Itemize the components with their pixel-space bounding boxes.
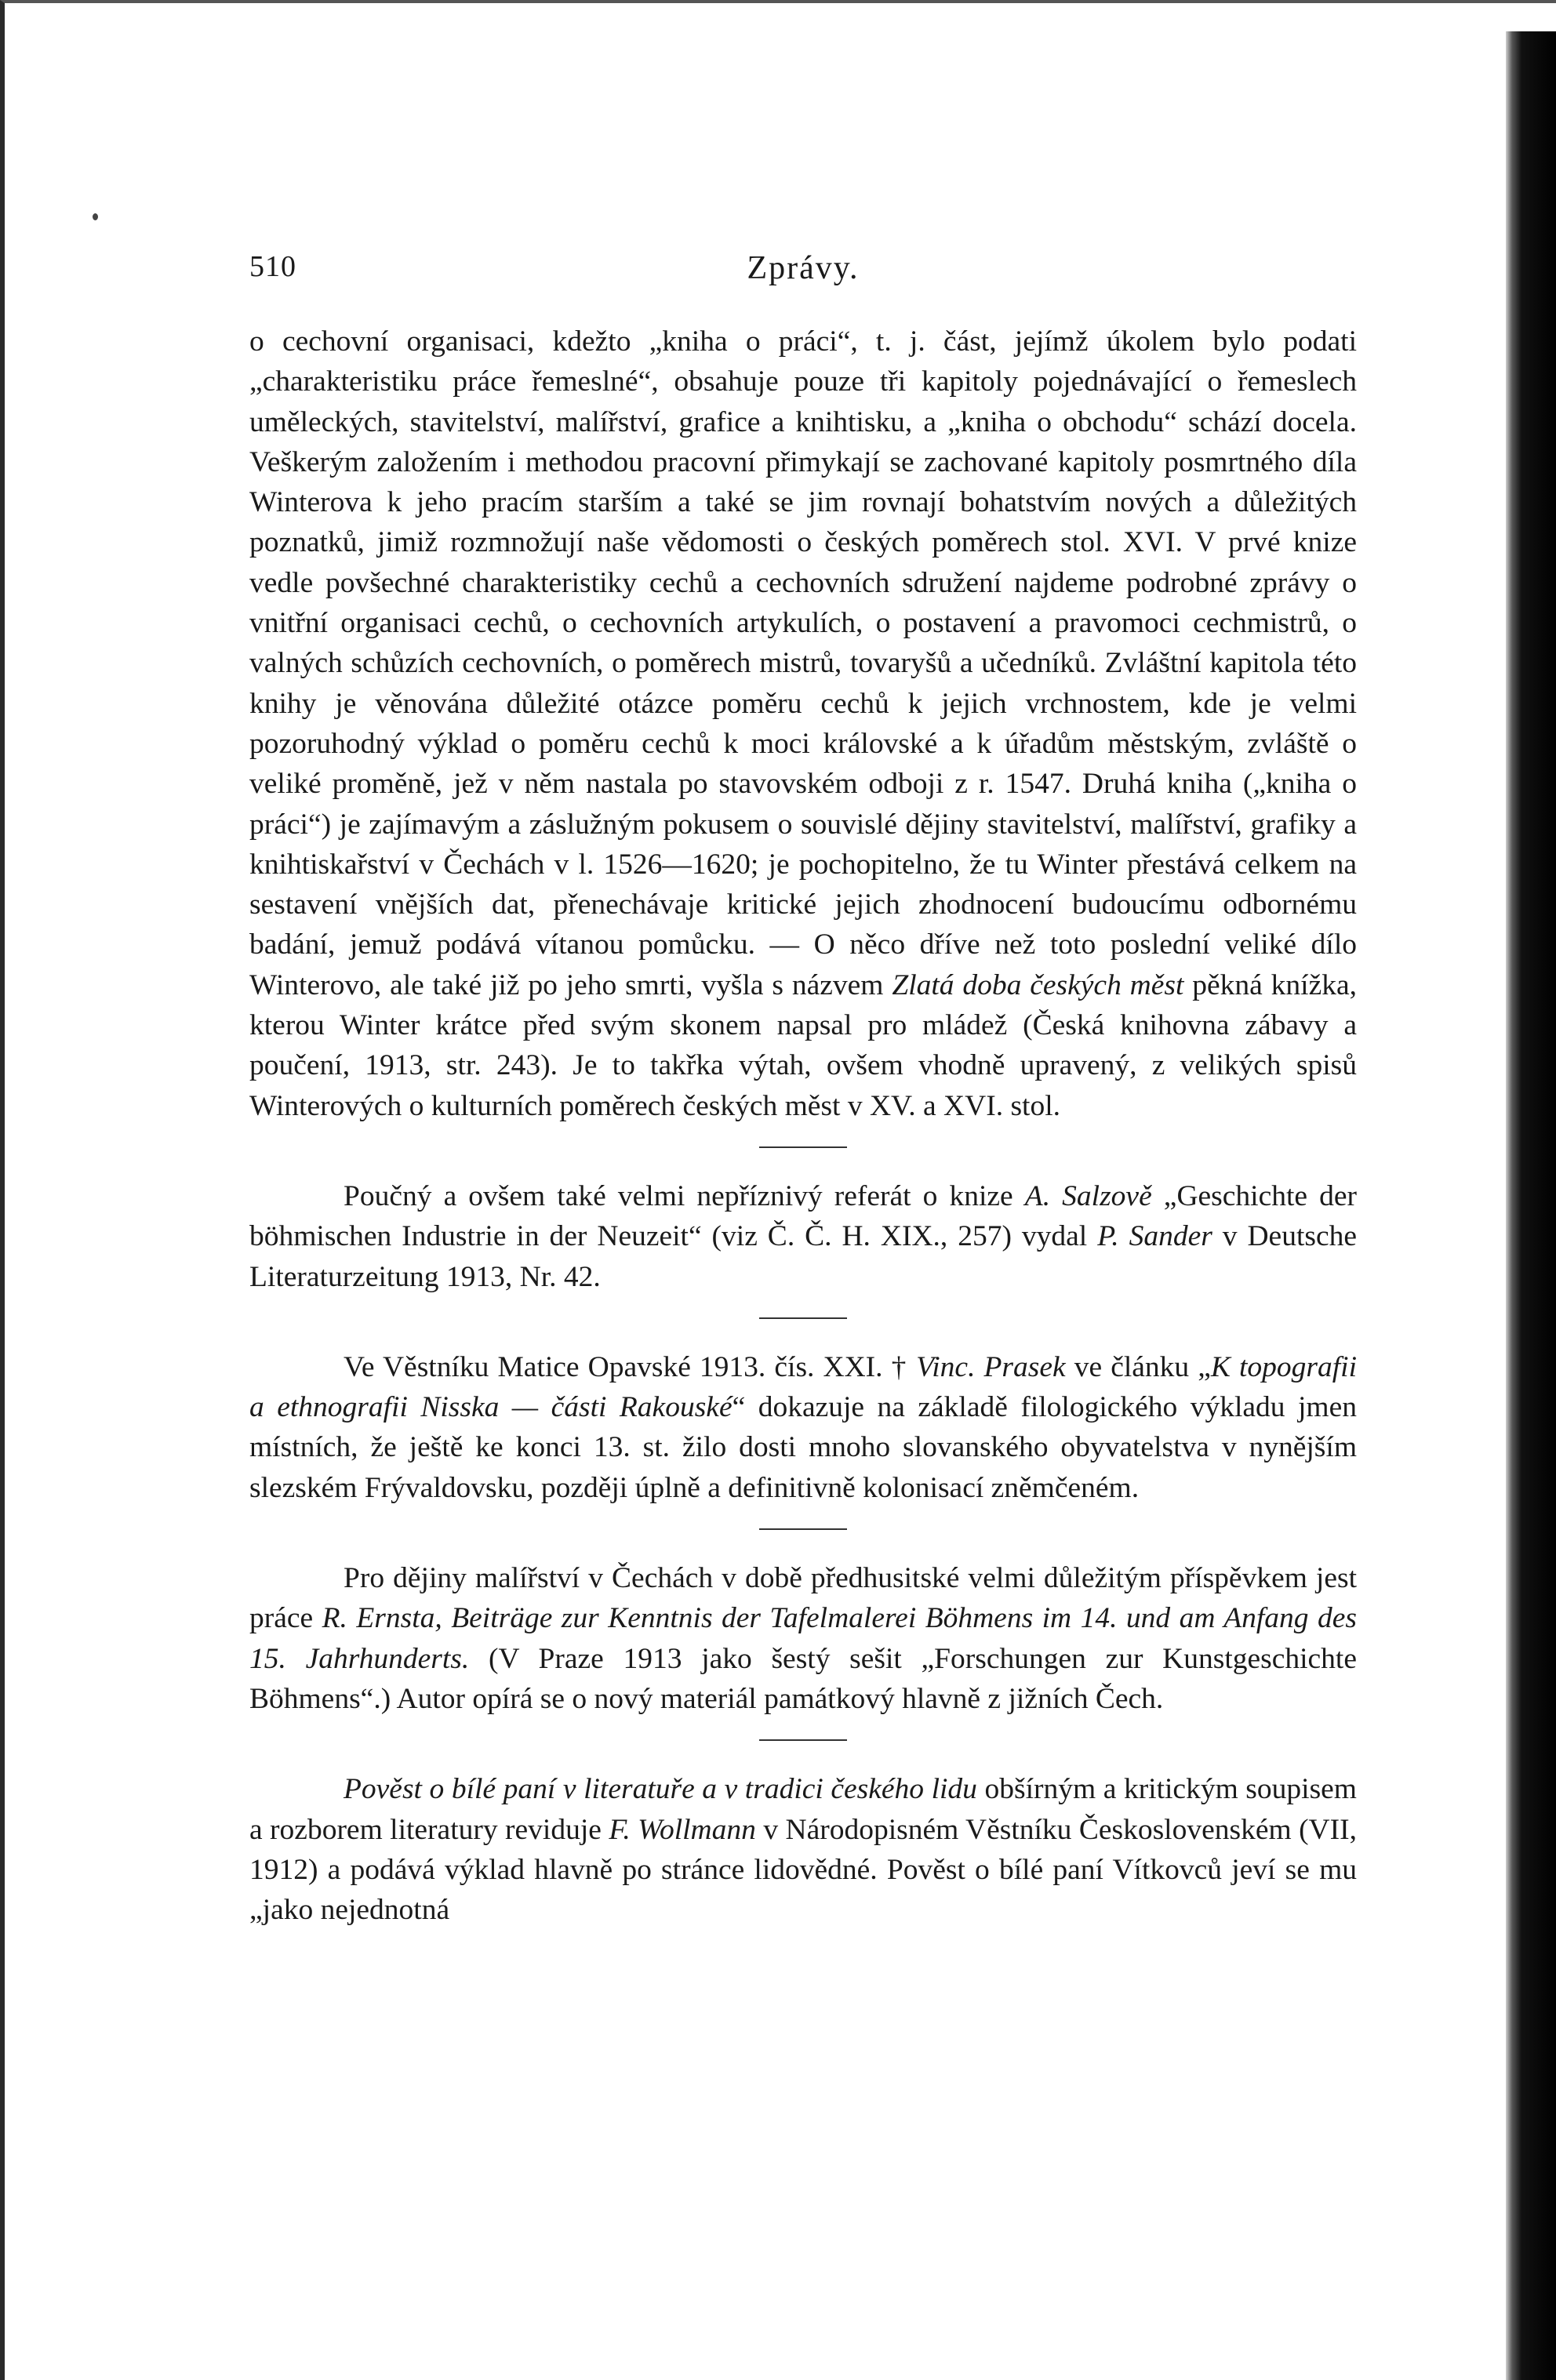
author-name-italic: Vinc. Prasek [916, 1350, 1066, 1383]
paragraph-salz-review [249, 1176, 1357, 1297]
paragraph-white-lady [249, 1769, 1357, 1930]
text-segment: v Deutsche Literaturzeitung 1913, Nr. 42. [249, 1220, 1358, 1293]
author-name-italic: A. Salzově [1024, 1179, 1152, 1212]
text-segment: “ dokazuje na základě filologického výkladu jmen místních, že ještě ke konci 13. st. žilo dosti mnoho slovanského obyvatelstva v nynějším slezském Frývaldovsku, později úplně a definitivně kolonisací zněmčeném. [249, 1391, 1357, 1504]
scan-speck [93, 213, 98, 220]
text-segment: o cechovní organisaci, kdežto „kniha o práci“, t. j. část, jejímž úkolem bylo podati „charakteristiku práce řemeslné“, obsahuje pouze tři kapitoly pojednávající o řemeslech uměleckých, stavitelství, malířství, grafice a knihtisku, a „kniha o obchodu“ schází docela. Veškerým založením i methodou pracovní přimykají se zachované kapitoly posmrtného díla Winterova k jeho pracím starším a také se jim rovnají bohatstvím nových a důležitých poznatků, jimiž rozmnožují naše vědomosti o českých poměrech stol. XVI. V prvé knize vedle povšechné charakteristiky cechů a cechovních sdružení najdeme podrobné zprávy o vnitřní organisaci cechů, o cechovních artykulích, o postavení a pravomoci cechmistrů, o valných schůzích cechovních, o poměrech mistrů, tovaryšů a učedníků. Zvláštní kapitola této knihy je věnována důležité otázce poměru cechů k jejich vrchnostem, kde je velmi pozoruhodný výklad o poměru cechů k moci královské a k úřadům městským, zvláště o veliké proměně, jež v něm nastala po stavovském odboji z r. 1547. Druhá kniha („kniha o práci“) je zajímavým a záslužným pokusem o souvislé dějiny stavitelství, malířství, grafiky a knihtiskařství v Čechách v l. 1526—1620; je pochopitelno, že tu Winter přestává celkem na sestavení vnějších dat, přenechávaje kritické jejich zhodnocení budoucímu odbornému badání, jemuž podává vítanou pomůcku. — O něco dříve než toto poslední veliké dílo Winterovo, ale také již po jeho smrti, vyšla s názvem [249, 325, 1357, 1001]
page-content [249, 322, 1357, 1930]
page-header [249, 249, 1357, 296]
text-segment: (V Praze 1913 jako šestý sešit „Forschungen zur Kunstgeschichte Böhmens“.) Autor opírá se o nový materiál památkový hlavně z jižních Čech. [249, 1642, 1357, 1715]
text-segment: obšírným a kritickým soupisem a rozborem literatury reviduje [249, 1773, 1357, 1846]
text-segment: Ve Věstníku Matice Opavské 1913. čís. XXI. † [344, 1350, 917, 1383]
text-segment: v Národopisném Věstníku Československém (VII, 1912) a podává výklad hlavně po stránce lidovědné. Pověst o bílé paní Vítkovců jeví se mu „jako nejednotná [249, 1813, 1357, 1927]
section-divider [759, 1146, 847, 1148]
article-title-italic: K topografii a ethnografii Nisska — části Rakouské [249, 1350, 1358, 1424]
author-name-italic: P. Sander [1097, 1220, 1212, 1253]
book-title-italic: Zlatá doba českých měst [892, 968, 1184, 1001]
text-segment: Poučný a ovšem také velmi nepříznivý referát o knize [344, 1179, 1025, 1212]
author-name-italic: F. Wollmann [609, 1813, 756, 1846]
paragraph-guilds [249, 322, 1357, 1126]
page-number: 510 [249, 250, 296, 283]
book-binding-edge [1506, 31, 1556, 2380]
paragraph-opava-bulletin [249, 1347, 1357, 1508]
text-segment: pěkná knížka, kterou Winter krátce před svým skonem napsal pro mládež (Česká knihovna zábavy a poučení, 1913, str. 243). Je to takřka výtah, ovšem vhodně upravený, z velikých spisů Winterových o kulturních poměrech českých měst v XV. a XVI. stol. [249, 968, 1358, 1122]
book-title-italic: R. Ernsta, Beiträge zur Kenntnis der Tafelmalerei Böhmens im 14. und am Anfang des 15. Jahrhunderts. [249, 1602, 1358, 1675]
paragraph-ernst-painting [249, 1558, 1357, 1719]
section-divider [759, 1317, 847, 1319]
text-segment: ve článku „ [1065, 1350, 1211, 1383]
text-segment: „Geschichte der böhmischen Industrie in der Neuzeit“ (viz Č. Č. H. XIX., 257) vydal [249, 1179, 1357, 1253]
running-title: Zprávy. [747, 250, 860, 286]
section-divider [759, 1528, 847, 1530]
article-title-italic: Pověst o bílé paní v literatuře a v tradici českého lidu [344, 1773, 977, 1806]
text-segment: Pro dějiny malířství v Čechách v době předhusitské velmi důležitým příspěvkem jest práce [249, 1562, 1357, 1635]
section-divider [759, 1739, 847, 1741]
